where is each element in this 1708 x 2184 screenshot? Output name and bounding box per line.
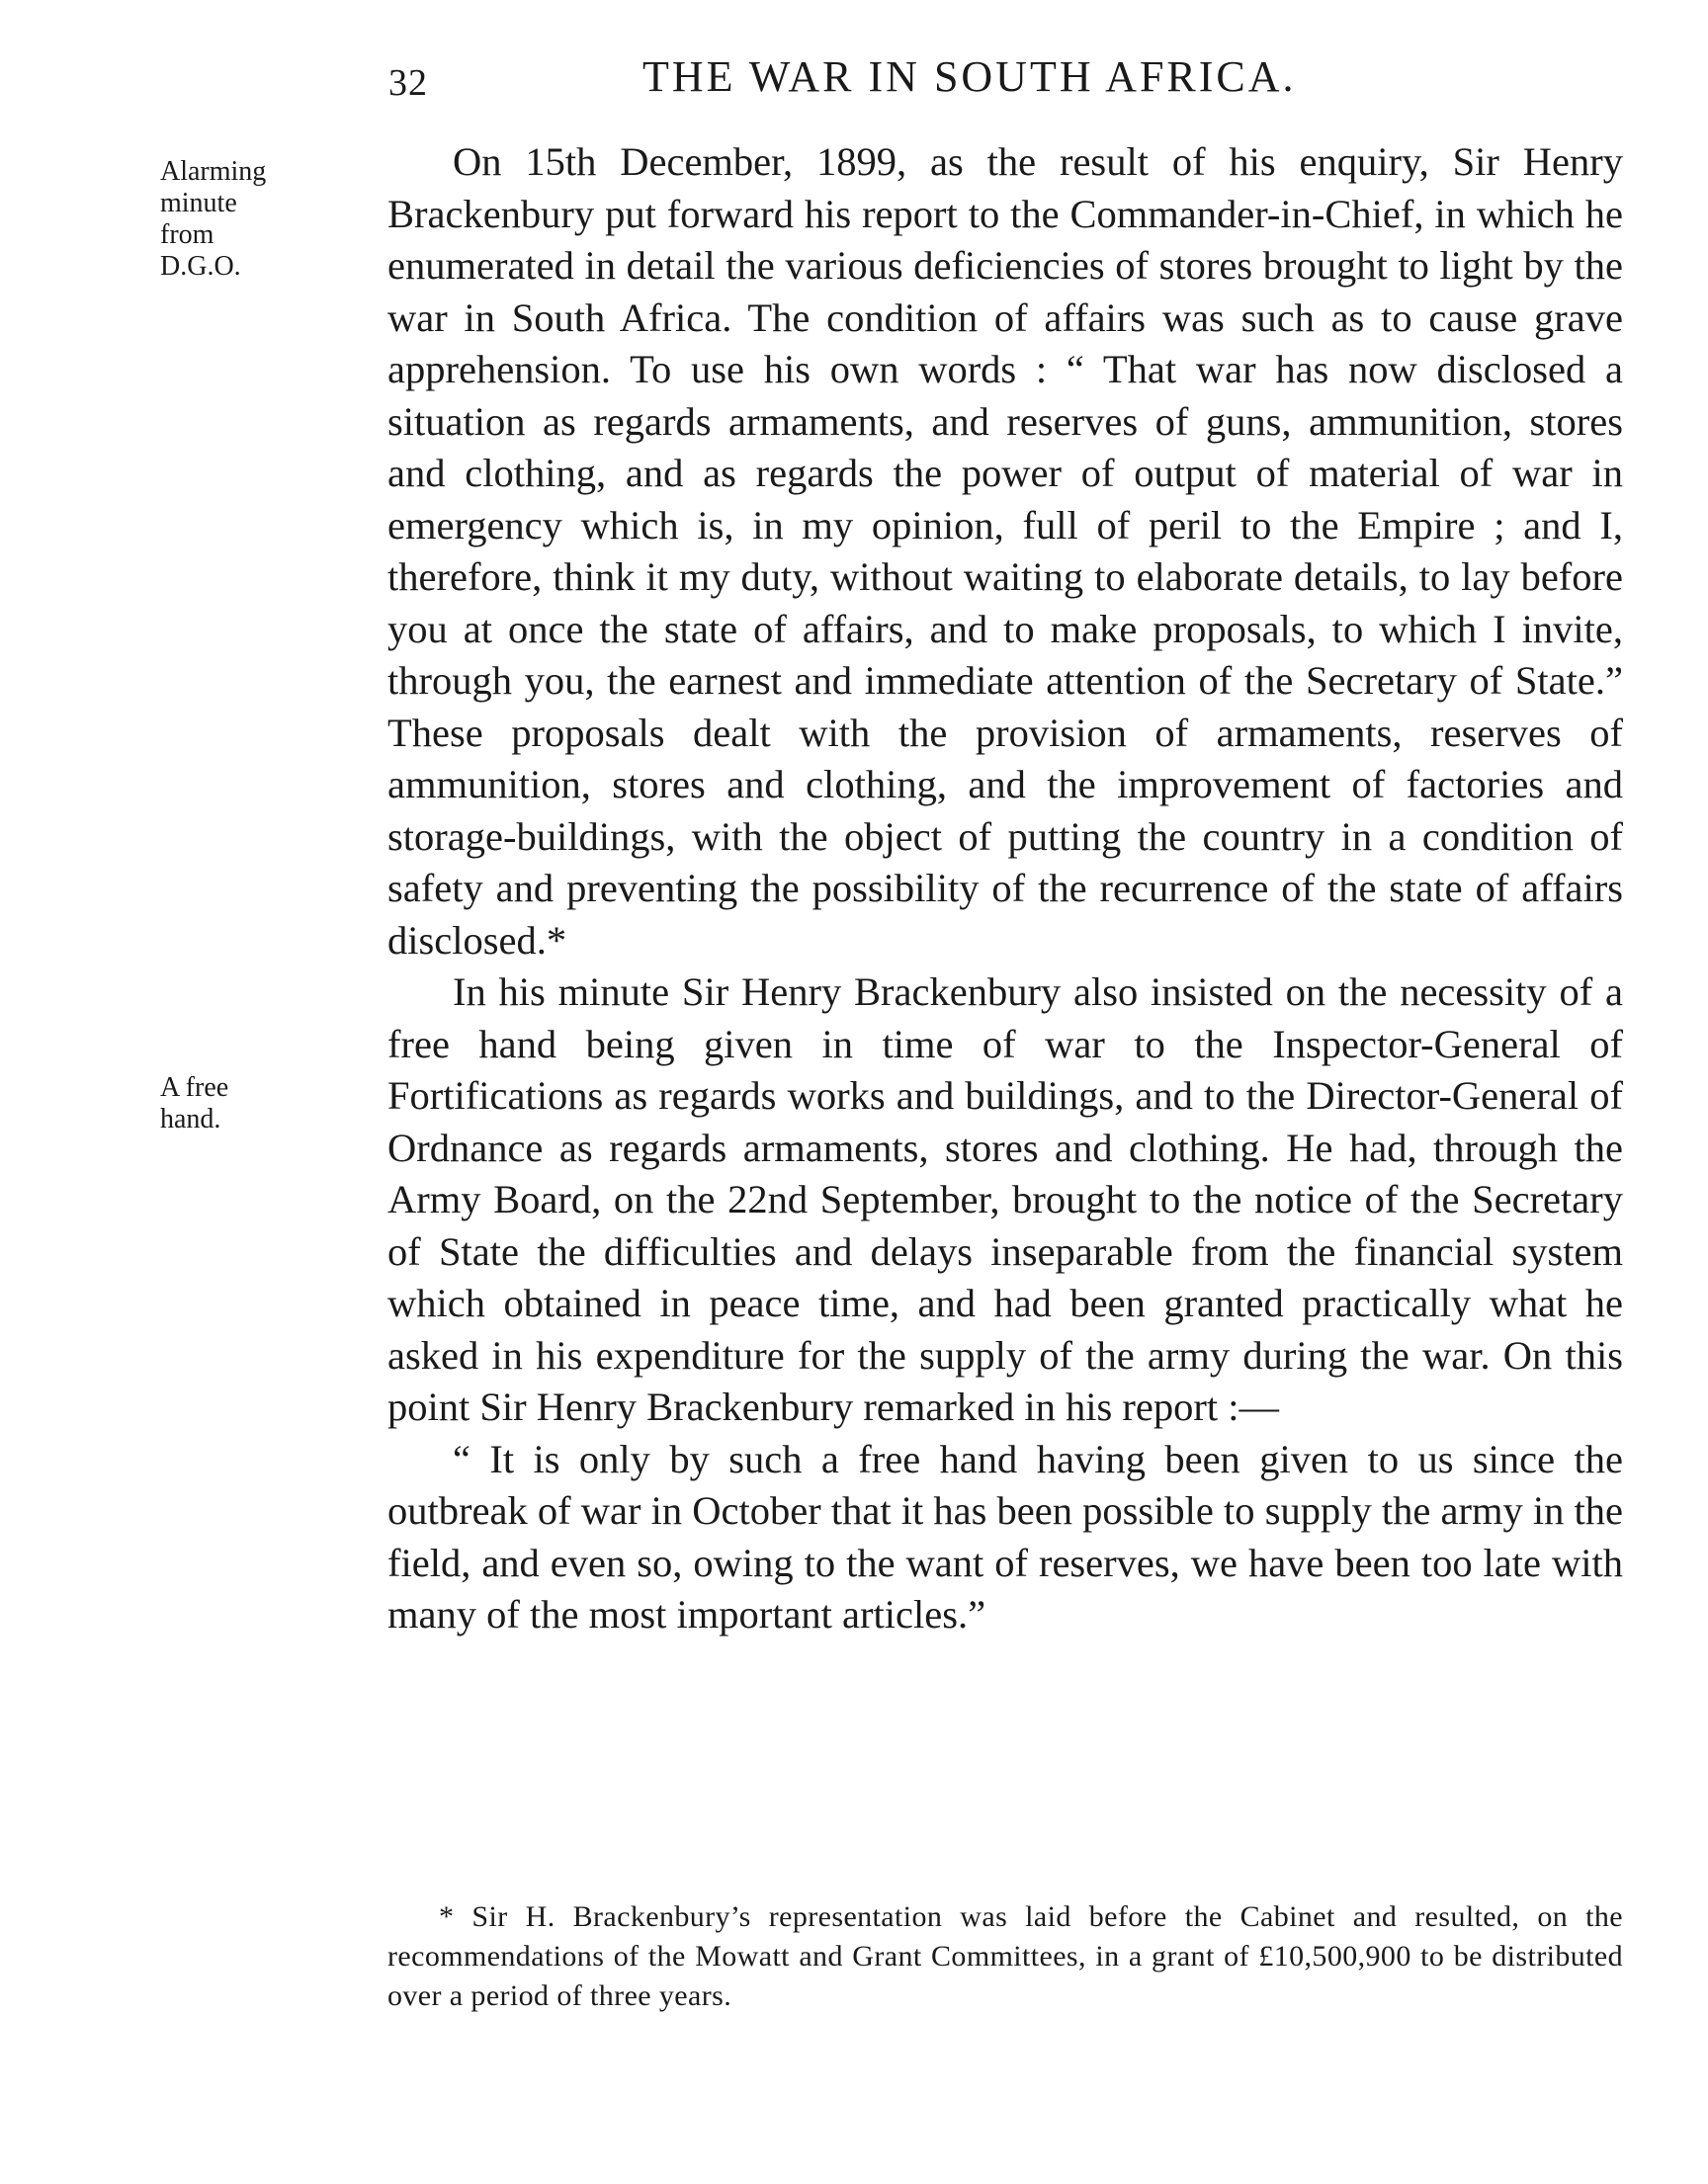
paragraph-quotation: “ It is only by such a free hand having been given to us since the outbreak of war in October that it has been possible to supply the army in the field, and even so, owing to the want of reserves, we have been too late with many of the most important articles.” (387, 1436, 1623, 1637)
sidenote-line: A free (160, 1072, 229, 1103)
footnote-text: * Sir H. Brackenbury’s representation was laid before the Cabinet and resulted, on the recommendations of the Mowatt and Grant Committees, in a grant of £10,500,900 to be distributed over a period of three years. (387, 1900, 1623, 2012)
sidenote-line: hand. (160, 1104, 221, 1134)
sidenote-line: D.G.O. (160, 251, 241, 282)
paragraph-report: On 15th December, 1899, as the result of his enquiry, Sir Henry Brackenbury put forward his report to the Commander-in-Chief, in which he enumerated in detail the various deficiencies of stores brought to light by the war in South Africa. The condition of affairs was such as to cause grave apprehension. To use his own words : “ That war has now disclosed a situation as regards armaments, and reserves of guns, ammunition, stores and clothing, and as regards the power of output of material of war in emergency which is, in my opinion, full of peril to the Empire ; and I, therefore, think it my duty, without waiting to elaborate details, to lay before you at once the state of affairs, and to make proposals, to which I invite, through you, the earnest and immediate attention of the Secretary of State.” These proposals dealt with the provision of armaments, reserves of ammunition, stores and clothing, and the improvement of factories and storage-buildings, with the object of putting the country in a condition of safety and preventing the possibility of the recurrence of the state of affairs disclosed.* (387, 139, 1623, 963)
header-title: THE WAR IN SOUTH AFRICA. (642, 52, 1297, 101)
footnote (387, 1897, 1623, 2016)
sidenote-line: Alarming (160, 156, 267, 187)
sidenote-alarming-minute (160, 156, 266, 283)
sidenote-line: from (160, 219, 214, 250)
sidenote-line: minute (160, 188, 237, 218)
sidenote-free-hand (160, 1072, 228, 1135)
page-number: 32 (388, 62, 428, 104)
running-head (0, 51, 1708, 111)
paragraph-free-hand: In his minute Sir Henry Brackenbury also insisted on the necessity of a free hand being given in time of war to the Inspector-General of Fortifications as regards works and buildings, and to the Director-General of Ordnance as regards armaments, stores and clothing. He had, through the Army Board, on the 22nd September, brought to the notice of the Secretary of State the difficulties and delays inseparable from the financial system which obtained in peace time, and had been granted practically what he asked in his expenditure for the supply of the army during the war. On this point Sir Henry Brackenbury remarked in his report :— (387, 969, 1623, 1429)
body-text (387, 136, 1623, 1641)
